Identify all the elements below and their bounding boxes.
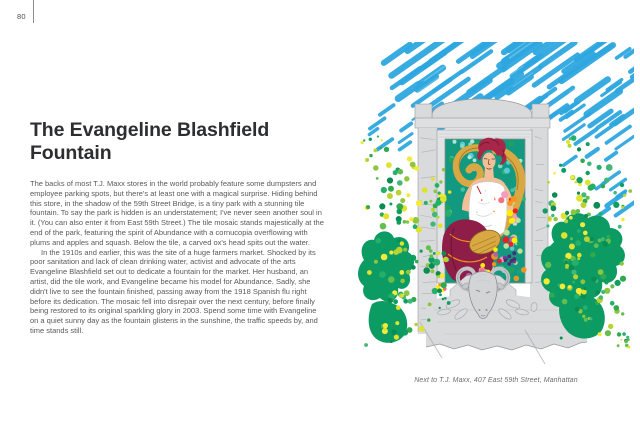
fountain-illustration-svg <box>358 42 634 378</box>
fountain-illustration <box>358 42 634 384</box>
body-paragraph-1: The backs of most T.J. Maxx stores in the world probably feature some dumpsters and employee parking spots, but there's at least one with a magical surprise. Hiding behind this store, in the shadow of the 59th Street Bridge, is a tiny park with a stunning tile fountain. To say the park is hidden is an understatement; I've never seen another soul in it. (You can also enter it from East 59th Street.) The tile mosaic stands majestically at the end of the park, featuring the spirit of Abundance with a cornucopia overflowing with plums and apples and squash. Below the tile, a carved ox's head spits out the water. <box>30 179 324 247</box>
page-title: The Evangeline Blashfield Fountain <box>30 119 270 164</box>
illustration-caption: Next to T.J. Maxx, 407 East 59th Street, Manhattan <box>414 377 578 384</box>
body-paragraph-2: In the 1910s and earlier, this was the site of a huge farmers market. Shocked by its poor sanitation and lack of clean drinking water, activist and advocate of the arts Evangeline Blashfield set out to dedicate a fountain for the market. Her husband, an artist, did the tile work, and Evangeline became his model for Abundance. Sadly, she didn't live to see the fountain finished, passing away from the 1918 Spanish flu right before its dedication. The mosaic fell into disrepair over the next century, before finally being restored to its original sparkling glory in 2003. Spend some time with Evangeline on a quiet sunny day as the fountain glistens in the sunshine, the traffic speeds by, and time stands still. <box>30 247 318 335</box>
page-number: 80 <box>17 12 26 21</box>
article-body <box>30 179 326 336</box>
page-number-rule <box>33 0 34 23</box>
